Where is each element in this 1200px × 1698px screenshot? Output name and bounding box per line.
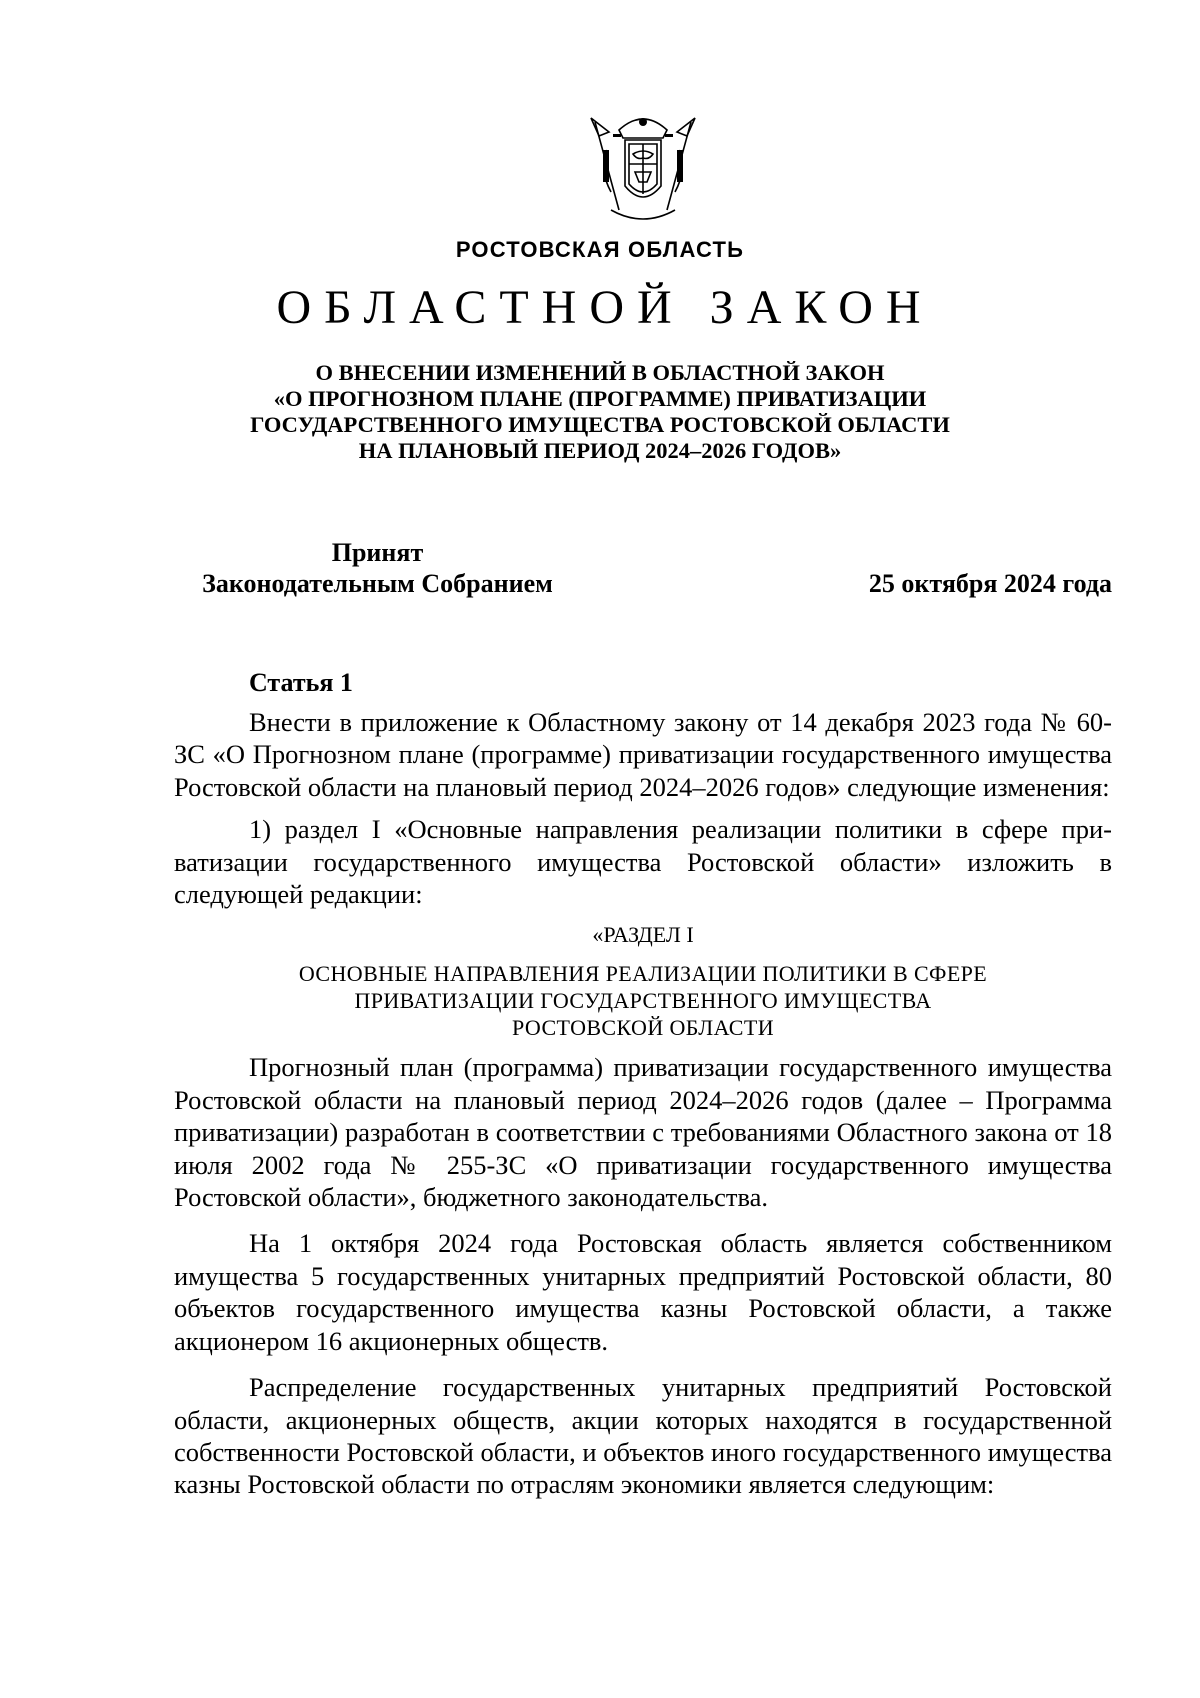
paragraph: Внести в приложение к Областному закону от 14 декабря 2023 года № 60-ЗС «О Прогнозном плане (программе) приватизации государственного имущества Ростовской области на плановый период 2024–2026 годов» следующие изменения: — [174, 707, 1112, 802]
paragraph: Прогнозный план (программа) приватизации государственного имущества Ростовской области на плановый период 2024–2026 годов (далее – Программа приватизации) разработан в соответствии с требованиями Областного закона от 18 июля 2002 года № 255-ЗС «О приватизации государственного имущества Ростовской области», бюджетного законодательства. — [174, 1052, 1112, 1213]
law-title-line: О ВНЕСЕНИИ ИЗМЕНЕНИЙ В ОБЛАСТНОЙ ЗАКОН — [315, 360, 885, 385]
section-label: «РАЗДЕЛ I — [592, 922, 694, 948]
section-heading-line: ОСНОВНЫЕ НАПРАВЛЕНИЯ РЕАЛИЗАЦИИ ПОЛИТИКИ В СФЕРЕ — [298, 961, 988, 987]
rostov-coat-of-arms-icon — [589, 110, 697, 228]
section-heading — [174, 960, 1112, 1041]
region-name: РОСТОВСКАЯ ОБЛАСТЬ — [455, 237, 745, 262]
law-title-line: НА ПЛАНОВЫЙ ПЕРИОД 2024–2026 ГОДОВ» — [358, 438, 842, 463]
paragraph: 1) раздел I «Основные направления реализации политики в сфере приватизации государственного имущества Ростовской области» изложить в следующей редакции: — [174, 814, 1112, 910]
adopting-body: Законодательным Собранием — [202, 569, 553, 598]
law-title-line: «О ПРОГНОЗНОМ ПЛАНЕ (ПРОГРАММЕ) ПРИВАТИЗАЦИИ — [273, 386, 927, 411]
adopted-label: Принят — [331, 538, 424, 567]
adopted-by — [175, 537, 580, 599]
document-type: ОБЛАСТНОЙ ЗАКОН — [276, 281, 934, 334]
law-title-line: ГОСУДАРСТВЕННОГО ИМУЩЕСТВА РОСТОВСКОЙ ОБЛАСТИ — [250, 412, 950, 437]
article-heading: Статья 1 — [249, 668, 353, 697]
section-heading-line: ПРИВАТИЗАЦИИ ГОСУДАРСТВЕННОГО ИМУЩЕСТВА — [354, 988, 932, 1014]
article-body — [174, 706, 1112, 1501]
adoption-date: 25 октября 2024 года — [868, 569, 1112, 598]
law-title — [200, 360, 1000, 464]
section-heading-line: РОСТОВСКОЙ ОБЛАСТИ — [511, 1015, 774, 1041]
paragraph: Распределение государственных унитарных предприятий Ростовской области, акционерных обществ, акции которых находятся в государственной собственности Ростовской области, и объектов иного государственного имущества казны Ростовской области по отраслям экономики является следующим: — [174, 1372, 1112, 1500]
paragraph: На 1 октября 2024 года Ростовская область является собственником имущества 5 государственных унитарных предприятий Ростовской области, 80 объектов государственного имущества казны Ростовской области, а также акционером 16 акционерных обществ. — [174, 1228, 1112, 1356]
